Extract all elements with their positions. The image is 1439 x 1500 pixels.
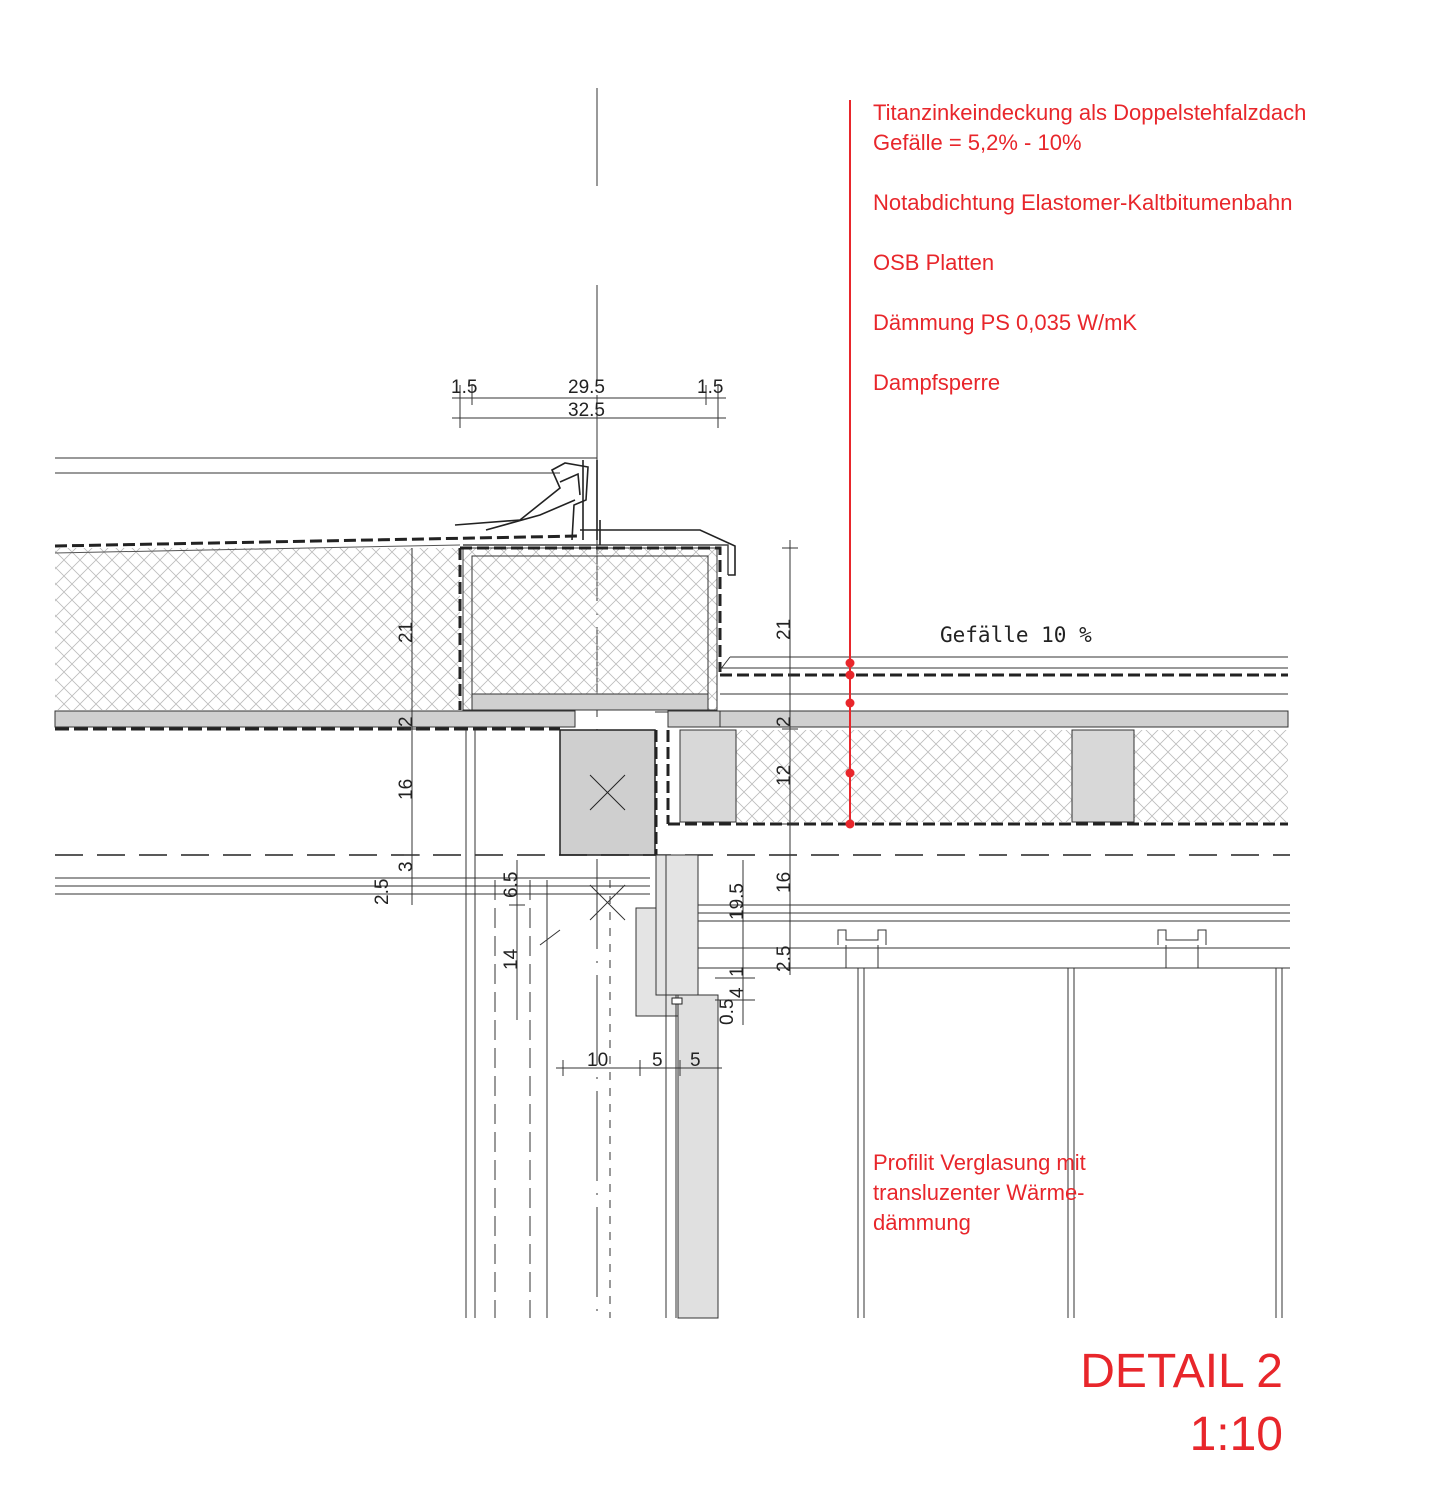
detail-scale: 1:10 (1189, 1408, 1283, 1461)
right-roof (668, 657, 1288, 824)
attic-box (460, 545, 728, 710)
dim-left-2-5: 2.5 (372, 878, 393, 905)
label-roof-covering: Titanzinkeindeckung als Doppelstehfalzdach (873, 100, 1307, 125)
slope-label: Gefälle 10 % (940, 623, 1092, 647)
leader-dot-seal (846, 671, 855, 680)
dim-top-mid: 29.5 (568, 377, 605, 398)
leader-dot-osb (846, 699, 855, 708)
dim-bottom-5a: 5 (652, 1050, 663, 1071)
label-osb: OSB Platten (873, 250, 995, 275)
leader-dot-insulation (846, 769, 855, 778)
label-vapor-barrier: Dampfsperre (873, 370, 1001, 395)
dim-mid-14: 14 (501, 948, 522, 970)
dim-bottom-10: 10 (587, 1050, 609, 1071)
dim-left-2: 2 (396, 716, 417, 727)
dim-left-21: 21 (396, 621, 417, 643)
dim-right-2: 2 (774, 716, 795, 727)
label-emergency-seal: Notabdichtung Elastomer-Kaltbitumenbahn (873, 190, 1293, 215)
leader-dot-vapor (846, 820, 855, 829)
dim-left-3: 3 (396, 861, 417, 872)
label-insulation: Dämmung PS 0,035 W/mK (873, 310, 1138, 335)
label-slope-range: Gefälle = 5,2% - 10% (873, 130, 1082, 155)
label-glazing-1: Profilit Verglasung mit (873, 1150, 1086, 1175)
leader-dot-roofing (846, 659, 855, 668)
dim-right-2-5: 2.5 (774, 945, 795, 972)
window-frame (636, 855, 718, 1318)
dim-right-21: 21 (774, 618, 795, 640)
dim-col-0-5: 0.5 (717, 998, 738, 1025)
timber-beam (560, 712, 668, 855)
dim-col-19-5: 19.5 (727, 883, 748, 920)
dim-left-16: 16 (396, 778, 417, 800)
dim-right-16: 16 (774, 871, 795, 893)
dim-top-total: 32.5 (568, 400, 605, 421)
dim-bottom-5b: 5 (690, 1050, 701, 1071)
dim-mid-6-5: 6.5 (501, 871, 522, 898)
profilit-glass (838, 930, 1282, 1318)
dim-col-4: 4 (727, 987, 748, 998)
dim-top-left: 1.5 (451, 377, 478, 398)
detail-title: DETAIL 2 (1080, 1345, 1283, 1398)
dim-col-1: 1 (727, 966, 748, 977)
dim-right-12: 12 (774, 764, 795, 786)
dim-top-right: 1.5 (697, 377, 724, 398)
label-glazing-3: dämmung (873, 1210, 971, 1235)
label-glazing-2: transluzenter Wärme- (873, 1180, 1085, 1205)
